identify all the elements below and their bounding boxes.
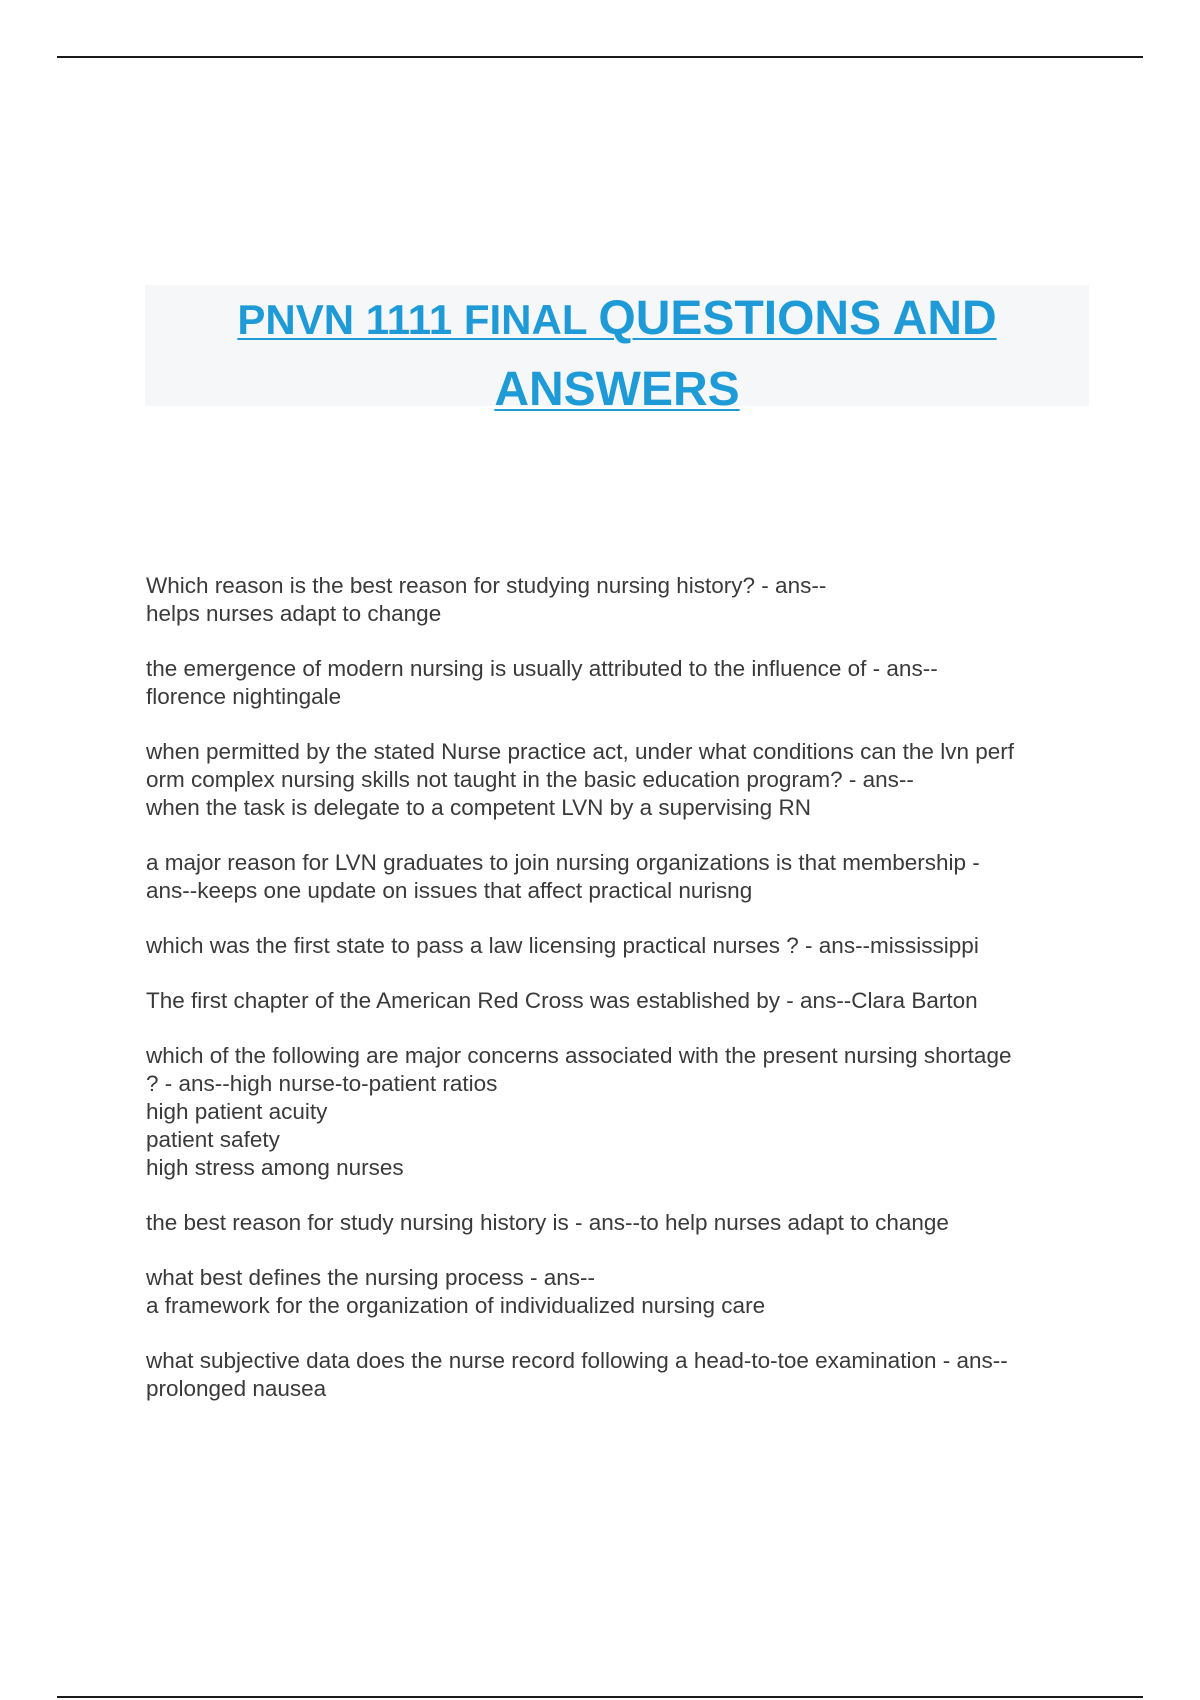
qa-item: [146, 987, 1146, 1015]
qa-item-text: which was the first state to pass a law licensing practical nurses ? - ans--mississippi: [146, 933, 979, 958]
qa-item: [146, 1264, 1146, 1320]
bottom-rule: [57, 1696, 1143, 1698]
qa-item-text: a major reason for LVN graduates to join nursing organizations is that membership - ans--keeps one update on issues that affect practical nurisng: [146, 850, 980, 903]
qa-item-text: the emergence of modern nursing is usually attributed to the influence of - ans-- florence nightingale: [146, 656, 938, 709]
top-rule: [57, 56, 1143, 58]
qa-item: [146, 932, 1146, 960]
qa-item: [146, 849, 1146, 905]
title-line-2: ANSWERS: [494, 363, 740, 416]
qa-item-text: The first chapter of the American Red Cross was established by - ans--Clara Barton: [146, 988, 978, 1013]
qa-item-text: the best reason for study nursing history is - ans--to help nurses adapt to change: [146, 1210, 949, 1235]
document-title-line-1: [145, 289, 1089, 360]
qa-item-text: what best defines the nursing process - ans-- a framework for the organization of individualized nursing care: [146, 1265, 766, 1318]
title-banner: [145, 285, 1089, 416]
qa-item: [146, 655, 1146, 711]
title-part-2: QUESTIONS AND: [598, 292, 997, 345]
qa-item-text: what subjective data does the nurse record following a head-to-toe examination - ans-- prolonged nausea: [146, 1348, 1008, 1401]
qa-item-text: Which reason is the best reason for studying nursing history? - ans-- helps nurses adapt to change: [146, 573, 827, 626]
qa-item-text: when permitted by the stated Nurse practice act, under what conditions can the lvn perf orm complex nursing skills not taught in the basic education program? - ans-- when the task is delegate to a competent LVN by a supervising RN: [146, 739, 1014, 820]
qa-list: [146, 572, 1146, 1430]
title-part-1: PNVN 1111 FINAL: [237, 296, 599, 343]
qa-item: [146, 1209, 1146, 1237]
qa-item: [146, 738, 1146, 822]
qa-item-text: which of the following are major concerns associated with the present nursing shortage ? - ans--high nurse-to-patient ratios high patient acuity patient safety high stress among nurses: [146, 1043, 1012, 1180]
document-title-line-2: [145, 360, 1089, 431]
qa-item: [146, 1042, 1146, 1182]
qa-item: [146, 572, 1146, 628]
qa-item: [146, 1347, 1146, 1403]
